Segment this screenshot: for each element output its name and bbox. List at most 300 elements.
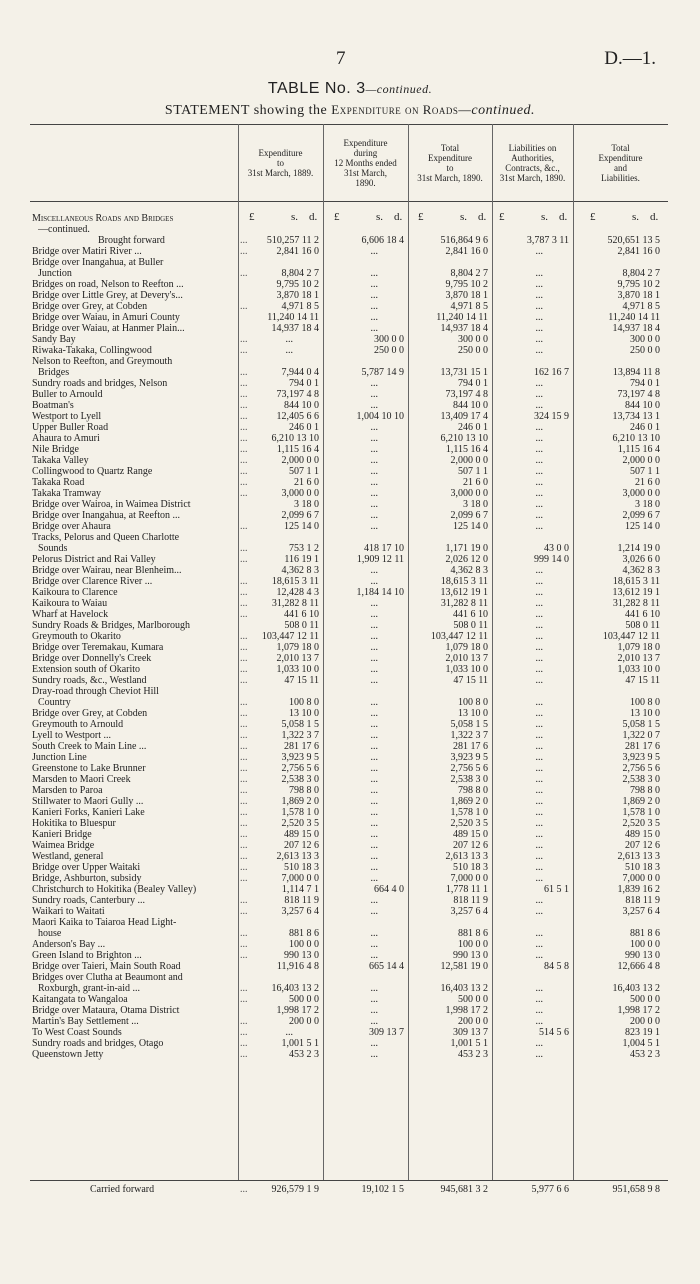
amount-c1: 5,058 1 5 (281, 719, 319, 730)
road-description: Westland, general (32, 851, 104, 862)
table-row (30, 851, 668, 862)
leader-dots: ... (240, 1038, 248, 1049)
road-description: Maori Kaika to Taiaroa Head Light- (32, 917, 177, 928)
amount-c3: 1,171 19 0 (445, 543, 488, 554)
amount-c1: 507 1 1 (289, 466, 319, 477)
header-line: Liabilities. (601, 173, 640, 183)
table-row (30, 246, 668, 257)
amount-c3: 21 6 0 (463, 477, 488, 488)
road-description: Buller to Arnould (32, 389, 103, 400)
amount-c1: 798 8 0 (289, 785, 319, 796)
table-row (30, 983, 668, 994)
amount-c4: ... (535, 928, 543, 939)
amount-c2: 418 17 10 (364, 543, 404, 554)
table-row (30, 389, 668, 400)
amount-c4: ... (535, 301, 543, 312)
subtitle-statement: STATEMENT (164, 103, 250, 118)
amount-c1: 2,099 6 7 (281, 510, 319, 521)
amount-c1: ... (285, 345, 293, 356)
amount-c1: 3,257 6 4 (281, 906, 319, 917)
amount-c1: 1,115 16 4 (276, 444, 319, 455)
amount-c3: 100 8 0 (458, 697, 488, 708)
leader-dots: ... (240, 1016, 248, 1027)
amount-c4: ... (535, 565, 543, 576)
header-expenditure-to-1889 (238, 148, 323, 178)
header-line: Expenditure (258, 148, 303, 158)
amount-c5: 250 0 0 (630, 345, 660, 356)
table-row (30, 1005, 668, 1016)
amount-c5: 510 18 3 (625, 862, 660, 873)
amount-c5: 47 15 11 (625, 675, 660, 686)
amount-c5: 125 14 0 (625, 521, 660, 532)
amount-c2: 1,184 14 10 (356, 587, 404, 598)
amount-c2: ... (370, 631, 378, 642)
amount-c2: ... (370, 268, 378, 279)
road-description: Miscellaneous Roads and Bridges (32, 213, 174, 224)
leader-dots: ... (240, 433, 248, 444)
leader-dots: ... (240, 642, 248, 653)
amount-c5: 794 0 1 (630, 378, 660, 389)
amount-c2: 1,004 10 10 (356, 411, 404, 422)
table-row (30, 840, 668, 851)
leader-dots: ... (240, 576, 248, 587)
footer-rule (30, 1180, 668, 1181)
amount-c1: 7,000 0 0 (281, 873, 319, 884)
road-description: Stillwater to Maori Gully ... (32, 796, 144, 807)
road-description: Bridge over Teremakau, Kumara (32, 642, 164, 653)
amount-c2: 5,787 14 9 (361, 367, 404, 378)
road-description: To West Coast Sounds (32, 1027, 122, 1038)
table-row (30, 719, 668, 730)
amount-c1: 926,579 1 9 (271, 1184, 319, 1195)
amount-c4: ... (535, 246, 543, 257)
amount-c5: 13,734 13 1 (612, 411, 660, 422)
amount-c5: 16,403 13 2 (612, 983, 660, 994)
amount-c2: ... (370, 389, 378, 400)
header-line: 31st March, (344, 168, 387, 178)
amount-c3: 18,615 3 11 (440, 576, 488, 587)
amount-c4: 162 16 7 (534, 367, 569, 378)
amount-c2: 6,606 18 4 (361, 235, 404, 246)
amount-c1: 441 6 10 (284, 609, 319, 620)
amount-c1: 11,240 14 11 (267, 312, 319, 323)
amount-c3: 47 15 11 (453, 675, 488, 686)
amount-c2: ... (370, 1049, 378, 1060)
amount-c5: 3 18 0 (635, 499, 660, 510)
amount-c2: ... (370, 609, 378, 620)
amount-c4: ... (535, 268, 543, 279)
road-description: Bridge over Wairau, near Blenheim... (32, 565, 182, 576)
table-row (30, 994, 668, 1005)
currency-label: d. (650, 211, 659, 223)
amount-c2: ... (370, 796, 378, 807)
amount-c3: 1,998 17 2 (445, 1005, 488, 1016)
amount-c1: 7,944 0 4 (281, 367, 319, 378)
amount-c3: 1,778 11 1 (445, 884, 488, 895)
road-description: Bridge over Taieri, Main South Road (32, 961, 181, 972)
road-description: Bridge over Inangahua, at Reefton ... (32, 510, 181, 521)
amount-c4: ... (535, 906, 543, 917)
amount-c2: ... (370, 730, 378, 741)
amount-c1: 2,000 0 0 (281, 455, 319, 466)
road-description: Bridge over Waiau, in Amuri County (32, 312, 180, 323)
amount-c5: 200 0 0 (630, 1016, 660, 1027)
amount-c2: ... (370, 851, 378, 862)
amount-c3: 246 0 1 (458, 422, 488, 433)
amount-c1: 4,971 8 5 (281, 301, 319, 312)
currency-label: £ (590, 211, 596, 223)
amount-c4: 43 0 0 (544, 543, 569, 554)
document-reference: D.—1. (604, 48, 656, 69)
header-line: 1890. (355, 178, 376, 188)
amount-c2: 250 0 0 (374, 345, 404, 356)
table-row (30, 466, 668, 477)
amount-c4: ... (535, 653, 543, 664)
header-line: 31st March, 1889. (247, 168, 314, 178)
currency-label: s. (460, 211, 468, 223)
amount-c5: 453 2 3 (630, 1049, 660, 1060)
road-description: Brought forward (98, 235, 165, 246)
amount-c2: ... (370, 928, 378, 939)
leader-dots: ... (240, 466, 248, 477)
amount-c3: 3,870 18 1 (445, 290, 488, 301)
table-row (30, 213, 668, 224)
amount-c1: 6,210 13 10 (271, 433, 319, 444)
amount-c5: 7,000 0 0 (622, 873, 660, 884)
table-row (30, 532, 668, 543)
amount-c5: 3,000 0 0 (622, 488, 660, 499)
header-expenditure-12-months (323, 138, 408, 188)
amount-c1: ... (285, 1027, 293, 1038)
road-description: Nile Bridge (32, 444, 79, 455)
amount-c4: ... (535, 521, 543, 532)
amount-c4: ... (535, 664, 543, 675)
amount-c1: 510 18 3 (284, 862, 319, 873)
amount-c3: 507 1 1 (458, 466, 488, 477)
amount-c2: ... (370, 510, 378, 521)
amount-c2: ... (370, 807, 378, 818)
amount-c5: 207 12 6 (625, 840, 660, 851)
table-row (30, 543, 668, 554)
amount-c4: ... (535, 312, 543, 323)
header-total-expenditure-and-liabilities (573, 143, 668, 183)
currency-label: s. (541, 211, 549, 223)
amount-c2: ... (370, 323, 378, 334)
amount-c3: 990 13 0 (453, 950, 488, 961)
amount-c5: 1,322 0 7 (622, 730, 660, 741)
amount-c5: 1,115 16 4 (617, 444, 660, 455)
road-description: Carried forward (90, 1184, 155, 1195)
amount-c3: 207 12 6 (453, 840, 488, 851)
amount-c4: ... (535, 466, 543, 477)
road-description: Collingwood to Quartz Range (32, 466, 153, 477)
amount-c4: ... (535, 950, 543, 961)
amount-c2: ... (370, 378, 378, 389)
leader-dots: ... (240, 741, 248, 752)
road-description: Takaka Tramway (32, 488, 102, 499)
amount-c5: 13 10 0 (630, 708, 660, 719)
amount-c1: 100 8 0 (289, 697, 319, 708)
amount-c4: 5,977 6 6 (531, 1184, 569, 1195)
amount-c3: 794 0 1 (458, 378, 488, 389)
table-row (30, 686, 668, 697)
amount-c1: 2,841 16 0 (276, 246, 319, 257)
amount-c5: 2,756 5 6 (622, 763, 660, 774)
amount-c1: 246 0 1 (289, 422, 319, 433)
amount-c3: 31,282 8 11 (440, 598, 488, 609)
amount-c5: 1,998 17 2 (617, 1005, 660, 1016)
amount-c5: 2,613 13 3 (617, 851, 660, 862)
amount-c1: 1,998 17 2 (276, 1005, 319, 1016)
amount-c1: 4,362 8 3 (281, 565, 319, 576)
amount-c2: ... (370, 906, 378, 917)
amount-c4: ... (535, 422, 543, 433)
amount-c4: ... (535, 708, 543, 719)
amount-c3: 1,578 1 0 (450, 807, 488, 818)
header-total-expenditure (408, 143, 492, 183)
amount-c5: 246 0 1 (630, 422, 660, 433)
amount-c2: ... (370, 708, 378, 719)
amount-c4: ... (535, 785, 543, 796)
road-description: Roxburgh, grant-in-aid ... (38, 983, 141, 994)
amount-c1: 18,615 3 11 (271, 576, 319, 587)
road-description: Sundry roads and bridges, Otago (32, 1038, 164, 1049)
leader-dots: ... (240, 829, 248, 840)
amount-c3: 13 10 0 (458, 708, 488, 719)
amount-c5: 3,257 6 4 (622, 906, 660, 917)
amount-c1: 47 15 11 (284, 675, 319, 686)
amount-c5: 13,894 11 8 (612, 367, 660, 378)
amount-c2: ... (370, 246, 378, 257)
table-title-main: TABLE No. 3 (267, 80, 366, 97)
header-line: Expenditure (598, 153, 643, 163)
currency-label: £ (334, 211, 340, 223)
amount-c2: ... (370, 785, 378, 796)
table-row (30, 697, 668, 708)
amount-c4: ... (535, 1005, 543, 1016)
amount-c4: ... (535, 400, 543, 411)
table-row (30, 400, 668, 411)
road-description: Sundry roads, &c., Westland (32, 675, 147, 686)
amount-c4: ... (535, 719, 543, 730)
table-row (30, 961, 668, 972)
amount-c4: ... (535, 378, 543, 389)
leader-dots: ... (240, 840, 248, 851)
amount-c2: 665 14 4 (369, 961, 404, 972)
amount-c5: 489 15 0 (625, 829, 660, 840)
amount-c1: 12,405 6 6 (276, 411, 319, 422)
header-line: and (614, 163, 627, 173)
amount-c3: 798 8 0 (458, 785, 488, 796)
amount-c3: 2,026 12 0 (445, 554, 488, 565)
table-row (30, 917, 668, 928)
leader-dots: ... (240, 609, 248, 620)
amount-c1: 1,001 5 1 (281, 1038, 319, 1049)
amount-c3: 2,010 13 7 (445, 653, 488, 664)
page-number: 7 (336, 48, 346, 69)
leader-dots: ... (240, 301, 248, 312)
amount-c2: ... (370, 488, 378, 499)
amount-c2: ... (370, 939, 378, 950)
amount-c5: 5,058 1 5 (622, 719, 660, 730)
table-row (30, 554, 668, 565)
leader-dots: ... (240, 631, 248, 642)
amount-c1: 818 11 9 (284, 895, 319, 906)
road-description: Kanieri Bridge (32, 829, 92, 840)
road-description: Extension south of Okarito (32, 664, 141, 675)
table-row (30, 422, 668, 433)
table-row (30, 224, 668, 235)
table-row (30, 565, 668, 576)
road-description: Pelorus District and Rai Valley (32, 554, 156, 565)
table-title-suffix: —continued. (365, 82, 433, 96)
amount-c1: 510,257 11 2 (266, 235, 319, 246)
amount-c4: ... (535, 279, 543, 290)
amount-c4: ... (535, 994, 543, 1005)
table-row (30, 884, 668, 895)
road-description: Junction Line (32, 752, 87, 763)
amount-c1: 2,538 3 0 (281, 774, 319, 785)
table-row (30, 609, 668, 620)
amount-c3: 1,079 18 0 (445, 642, 488, 653)
leader-dots: ... (240, 455, 248, 466)
amount-c5: 100 8 0 (630, 697, 660, 708)
amount-c3: 1,001 5 1 (450, 1038, 488, 1049)
leader-dots: ... (240, 554, 248, 565)
amount-c5: 2,000 0 0 (622, 455, 660, 466)
amount-c1: 2,613 13 3 (276, 851, 319, 862)
amount-c1: 31,282 8 11 (271, 598, 319, 609)
table-row (30, 950, 668, 961)
leader-dots: ... (240, 730, 248, 741)
road-description: Ahaura to Amuri (32, 433, 100, 444)
road-description: Sandy Bay (32, 334, 76, 345)
amount-c1: 2,756 5 6 (281, 763, 319, 774)
amount-c2: 309 13 7 (369, 1027, 404, 1038)
amount-c3: 2,538 3 0 (450, 774, 488, 785)
leader-dots: ... (240, 488, 248, 499)
currency-label: d. (559, 211, 568, 223)
amount-c1: 1,869 2 0 (281, 796, 319, 807)
road-description: Nelson to Reefton, and Greymouth (32, 356, 173, 367)
amount-c5: 3,923 9 5 (622, 752, 660, 763)
amount-c3: 453 2 3 (458, 1049, 488, 1060)
amount-c2: ... (370, 279, 378, 290)
amount-c3: 3,257 6 4 (450, 906, 488, 917)
amount-c4: ... (535, 631, 543, 642)
leader-dots: ... (240, 1184, 248, 1195)
road-description: Junction (38, 268, 72, 279)
leader-dots: ... (240, 675, 248, 686)
table-row (30, 785, 668, 796)
amount-c2: ... (370, 576, 378, 587)
amount-c2: ... (370, 598, 378, 609)
currency-label: s. (376, 211, 384, 223)
amount-c4: ... (535, 642, 543, 653)
leader-dots: ... (240, 994, 248, 1005)
road-description: Upper Buller Road (32, 422, 109, 433)
leader-dots: ... (240, 796, 248, 807)
amount-c3: 11,240 14 11 (436, 312, 488, 323)
amount-c3: 73,197 4 8 (445, 389, 488, 400)
amount-c1: 125 14 0 (284, 521, 319, 532)
amount-c5: 2,099 6 7 (622, 510, 660, 521)
table-row (30, 1027, 668, 1038)
table-row (30, 1049, 668, 1060)
amount-c4: ... (535, 510, 543, 521)
amount-c1: 1,079 18 0 (276, 642, 319, 653)
amount-c2: ... (370, 290, 378, 301)
amount-c1: 881 8 6 (289, 928, 319, 939)
amount-c4: ... (535, 840, 543, 851)
table-row (30, 301, 668, 312)
subtitle-continued: —continued. (458, 103, 536, 118)
amount-c3: 881 8 6 (458, 928, 488, 939)
amount-c3: 281 17 6 (453, 741, 488, 752)
table-row (30, 378, 668, 389)
amount-c2: ... (370, 1038, 378, 1049)
header-line: Authorities, (511, 153, 554, 163)
road-description: Wharf at Havelock (32, 609, 109, 620)
table-row (30, 323, 668, 334)
carried-forward-row (30, 1184, 668, 1195)
table-row (30, 444, 668, 455)
table-row (30, 587, 668, 598)
amount-c1: 8,804 2 7 (281, 268, 319, 279)
road-description: Kaikoura to Clarence (32, 587, 118, 598)
amount-c1: 500 0 0 (289, 994, 319, 1005)
amount-c5: 1,214 19 0 (617, 543, 660, 554)
amount-c5: 881 8 6 (630, 928, 660, 939)
currency-label: s. (291, 211, 299, 223)
table-row (30, 807, 668, 818)
leader-dots: ... (240, 719, 248, 730)
amount-c3: 516,864 9 6 (440, 235, 488, 246)
amount-c3: 300 0 0 (458, 334, 488, 345)
header-line: Total (611, 143, 630, 153)
leader-dots: ... (240, 983, 248, 994)
subtitle-expenditure: Expenditure on Roads (331, 102, 459, 117)
table-row (30, 664, 668, 675)
amount-c5: 6,210 13 10 (612, 433, 660, 444)
amount-c1: 489 15 0 (284, 829, 319, 840)
amount-c1: ... (285, 334, 293, 345)
amount-c1: 116 19 1 (284, 554, 319, 565)
table-row (30, 235, 668, 246)
header-line: Liabilities on (508, 143, 557, 153)
road-description: Greymouth to Okarito (32, 631, 121, 642)
header-line: Total (440, 143, 460, 153)
leader-dots: ... (240, 774, 248, 785)
leader-dots: ... (240, 378, 248, 389)
amount-c4: 324 15 9 (534, 411, 569, 422)
amount-c3: 441 6 10 (453, 609, 488, 620)
amount-c4: 3,787 3 11 (526, 235, 569, 246)
amount-c5: 1,578 1 0 (622, 807, 660, 818)
leader-dots: ... (240, 785, 248, 796)
amount-c5: 823 19 1 (625, 1027, 660, 1038)
leader-dots: ... (240, 422, 248, 433)
amount-c3: 13,409 17 4 (440, 411, 488, 422)
amount-c2: ... (370, 642, 378, 653)
table-row (30, 521, 668, 532)
road-description: Riwaka-Takaka, Collingwood (32, 345, 152, 356)
amount-c5: 300 0 0 (630, 334, 660, 345)
road-description: Bridge over Grey, at Cobden (32, 301, 148, 312)
amount-c1: 2,010 13 7 (276, 653, 319, 664)
leader-dots: ... (240, 477, 248, 488)
road-description: Kanieri Forks, Kanieri Lake (32, 807, 145, 818)
